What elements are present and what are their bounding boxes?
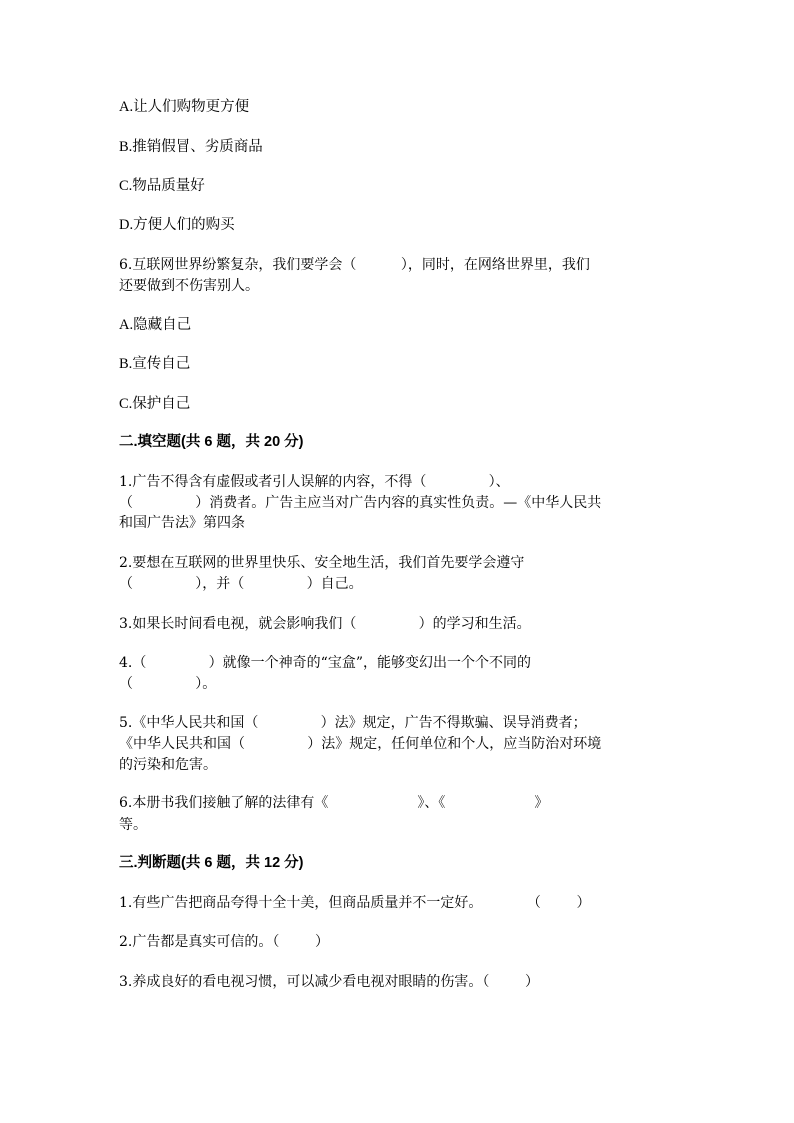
q5-option-d: D.方便人们的购买 [119,217,235,233]
fill-q5-line-1: 5.《中华人民共和国（ ）法》规定，广告不得欺骗、误导消费者； [119,715,587,731]
judge-q3: 3.养成良好的看电视习惯，可以减少看电视对眼睛的伤害。（ ） [119,974,539,990]
q5-option-a: A.让人们购物更方便 [119,99,250,115]
q5-option-b: B.推销假冒、劣质商品 [119,139,263,155]
fill-q3-line-1: 3.如果长时间看电视，就会影响我们（ ）的学习和生活。 [119,616,531,632]
fill-q4-line-1: 4.（ ）就像一个神奇的“宝盒”，能够变幻出一个个不同的 [119,655,531,671]
fill-q6-line-1: 6.本册书我们接触了解的法律有《 》、《 》 [119,795,549,811]
fill-q6-line-2: 等。 [119,817,147,833]
fill-q5-line-3: 的污染和危害。 [119,757,217,773]
judge-q2: 2.广告都是真实可信的。（ ） [119,934,329,950]
fill-q2-line-1: 2.要想在互联网的世界里快乐、安全地生活，我们首先要学会遵守 [119,555,525,571]
q6-option-a: A.隐藏自己 [119,317,192,333]
q6-option-b: B.宣传自己 [119,356,191,372]
judge-q1: 1.有些广告把商品夸得十全十美，但商品质量并不一定好。 （ ） [119,895,591,911]
fill-q4-line-2: （ ）。 [119,676,217,692]
fill-section-heading: 二.填空题(共 6 题，共 20 分) [119,434,304,450]
fill-q2-line-2: （ ），并（ ）自己。 [119,576,363,592]
judge-section-heading: 三.判断题(共 6 题，共 12 分) [119,855,304,871]
fill-q1-line-1: 1.广告不得含有虚假或者引人误解的内容，不得（ ）、 [119,474,510,490]
q6-stem-line-1: 6.互联网世界纷繁复杂，我们要学会（ ），同时，在网络世界里，我们 [119,257,590,273]
q5-option-c: C.物品质量好 [119,178,205,194]
fill-q1-line-3: 和国广告法》第四条 [119,515,245,531]
q6-option-c: C.保护自己 [119,396,191,412]
fill-q1-line-2: （ ）消费者。广告主应当对广告内容的真实性负责。—《中华人民共 [119,495,602,511]
fill-q5-line-2: 《中华人民共和国（ ）法》规定，任何单位和个人，应当防治对环境 [119,736,602,752]
q6-stem-line-2: 还要做到不伤害别人。 [119,278,259,294]
